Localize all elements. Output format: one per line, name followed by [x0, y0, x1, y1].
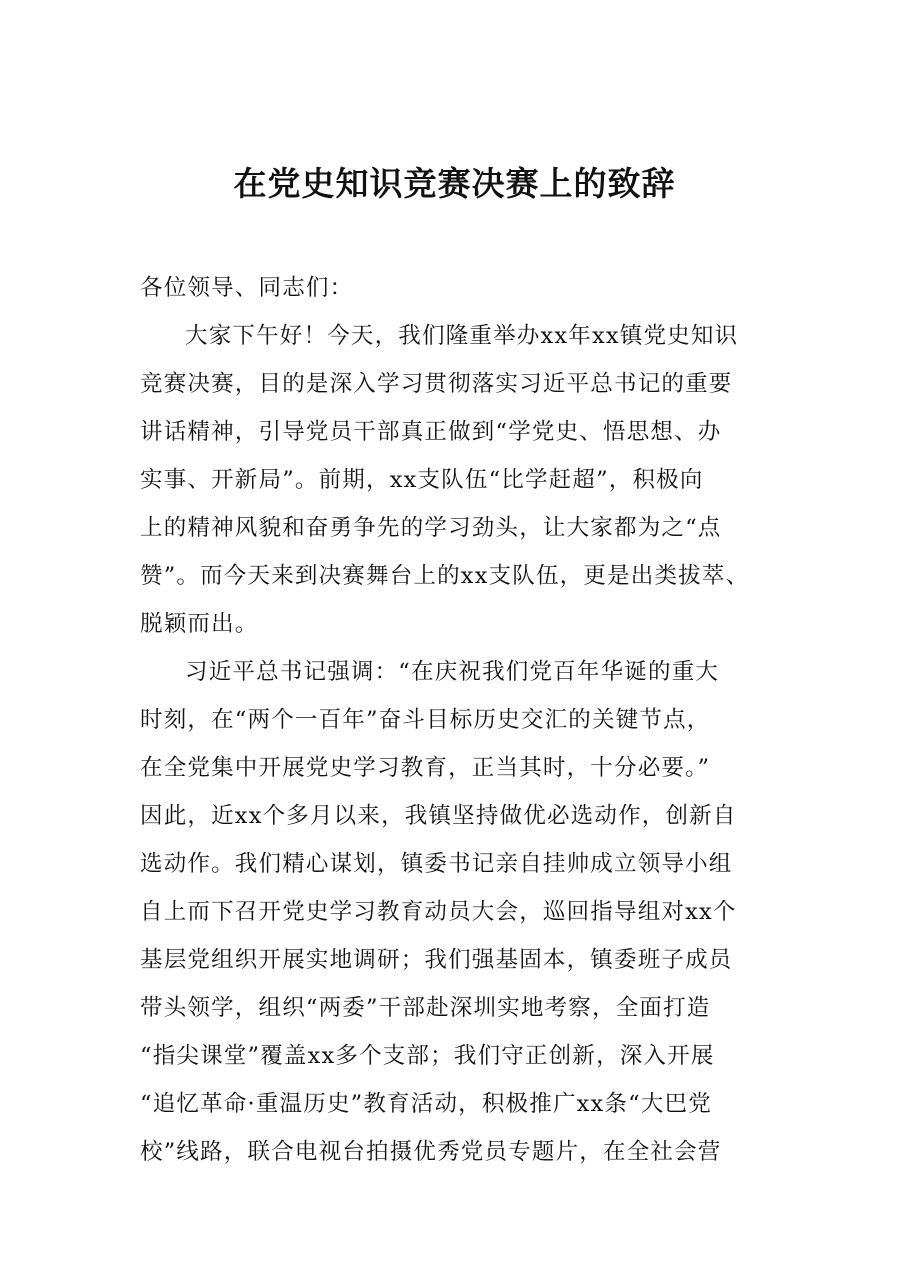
body-line: 讲话精神，引导党员干部真正做到“学党史、悟思想、办 — [140, 419, 722, 445]
body-line: 基层党组织开展实地调研；我们强基固本，镇委班子成员 — [140, 947, 733, 973]
body-line: 大家下午好！今天，我们隆重举办xx年xx镇党史知识 — [185, 323, 739, 349]
body-line: 自上而下召开党史学习教育动员大会，巡回指导组对xx个 — [140, 899, 737, 925]
body-line: 因此，近xx个多月以来，我镇坚持做优必选动作，创新自 — [140, 803, 737, 829]
body-line: 上的精神风貌和奋勇争先的学习劲头，让大家都为之“点 — [140, 515, 722, 541]
document-title: 在党史知识竞赛决赛上的致辞 — [233, 164, 676, 203]
body-line: 习近平总书记强调：“在庆祝我们党百年华诞的重大 — [185, 659, 720, 685]
body-line: 竞赛决赛，目的是深入学习贯彻落实习近平总书记的重要 — [140, 371, 733, 397]
body-line: 实事、开新局”。前期，xx支队伍“比学赶超”，积极向 — [140, 467, 704, 493]
body-line: 带头领学，组织“两委”干部赴深圳实地考察，全面打造 — [140, 995, 711, 1021]
body-line: 选动作。我们精心谋划，镇委书记亲自挂帅成立领导小组 — [140, 851, 733, 877]
body-line: 赞”。而今天来到决赛舞台上的xx支队伍，更是出类拔萃、 — [140, 563, 750, 589]
body-line: 时刻，在“两个一百年”奋斗目标历史交汇的关键节点， — [140, 707, 711, 733]
body-line: “追忆革命·重温历史”教育活动，积极推广xx条“大巴党 — [140, 1091, 712, 1117]
body-line: 脱颖而出。 — [140, 611, 259, 637]
body-line: 在全党集中开展党史学习教育，正当其时，十分必要。” — [140, 755, 711, 781]
document-body — [140, 264, 770, 1176]
body-line: 校”线路，联合电视台拍摄优秀党员专题片，在全社会营 — [140, 1139, 722, 1165]
body-line: “指尖课堂”覆盖xx多个支部；我们守正创新，深入开展 — [140, 1043, 715, 1069]
body-line: 各位领导、同志们： — [140, 275, 354, 301]
